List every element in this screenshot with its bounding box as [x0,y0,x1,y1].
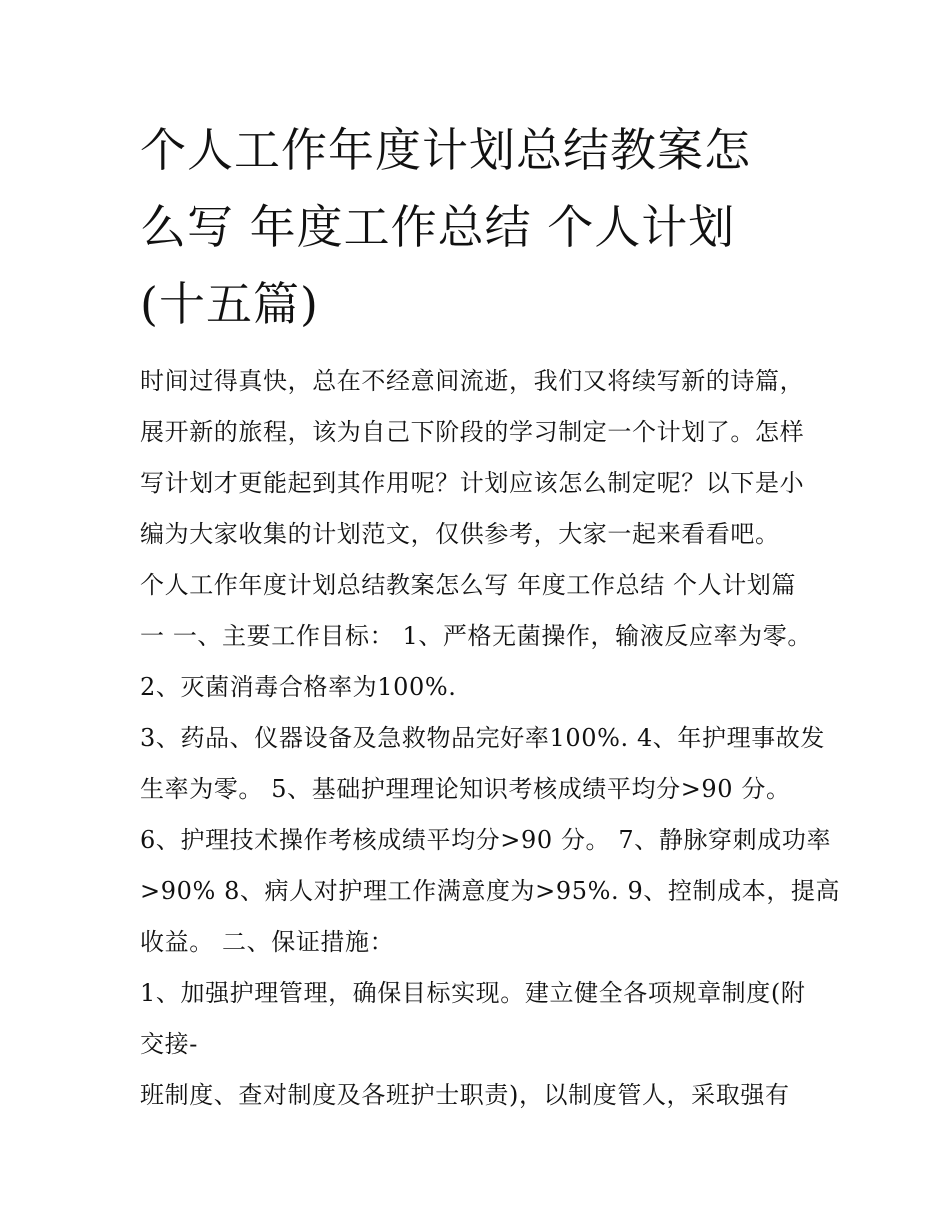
body-line: 1、加强护理管理，确保目标实现。建立健全各项规章制度(附 [140,979,806,1007]
body-line: 个人工作年度计划总结教案怎么写 年度工作总结 个人计划篇 [140,571,797,599]
body-line: 展开新的旅程，该为自己下阶段的学习制定一个计划了。怎样 [140,418,805,446]
body-line: 6、护理技术操作考核成绩平均分>90 分。 7、静脉穿刺成功率 [140,826,832,854]
body-line: 交接- [140,1030,198,1058]
body-line: 3、药品、仪器设备及急救物品完好率100%. 4、年护理事故发 [140,724,826,752]
body-line: 2、灭菌消毒合格率为100%. [140,673,457,701]
body-line: 写计划才更能起到其作用呢？计划应该怎么制定呢？以下是小 [140,469,805,497]
body-line: 时间过得真快，总在不经意间流逝，我们又将续写新的诗篇， [140,367,805,395]
body-line: 一 一、主要工作目标： 1、严格无菌操作，输液反应率为零。 [140,622,812,650]
document-body [140,356,841,1121]
body-line: 生率为零。 5、基础护理理论知识考核成绩平均分>90 分。 [140,775,791,803]
title-line: 个人工作年度计划总结教案怎 [140,123,751,177]
document-title [140,112,840,343]
title-line: (十五篇) [140,277,319,331]
title-line: 么写 年度工作总结 个人计划 [140,200,736,254]
body-line: 编为大家收集的计划范文，仅供参考，大家一起来看看吧。 [140,520,780,548]
body-line: >90% 8、病人对护理工作满意度为>95%. 9、控制成本，提高 [140,877,841,905]
body-line: 班制度、查对制度及各班护士职责)，以制度管人，采取强有 [140,1081,790,1109]
body-line: 收益。 二、保证措施： [140,928,395,956]
